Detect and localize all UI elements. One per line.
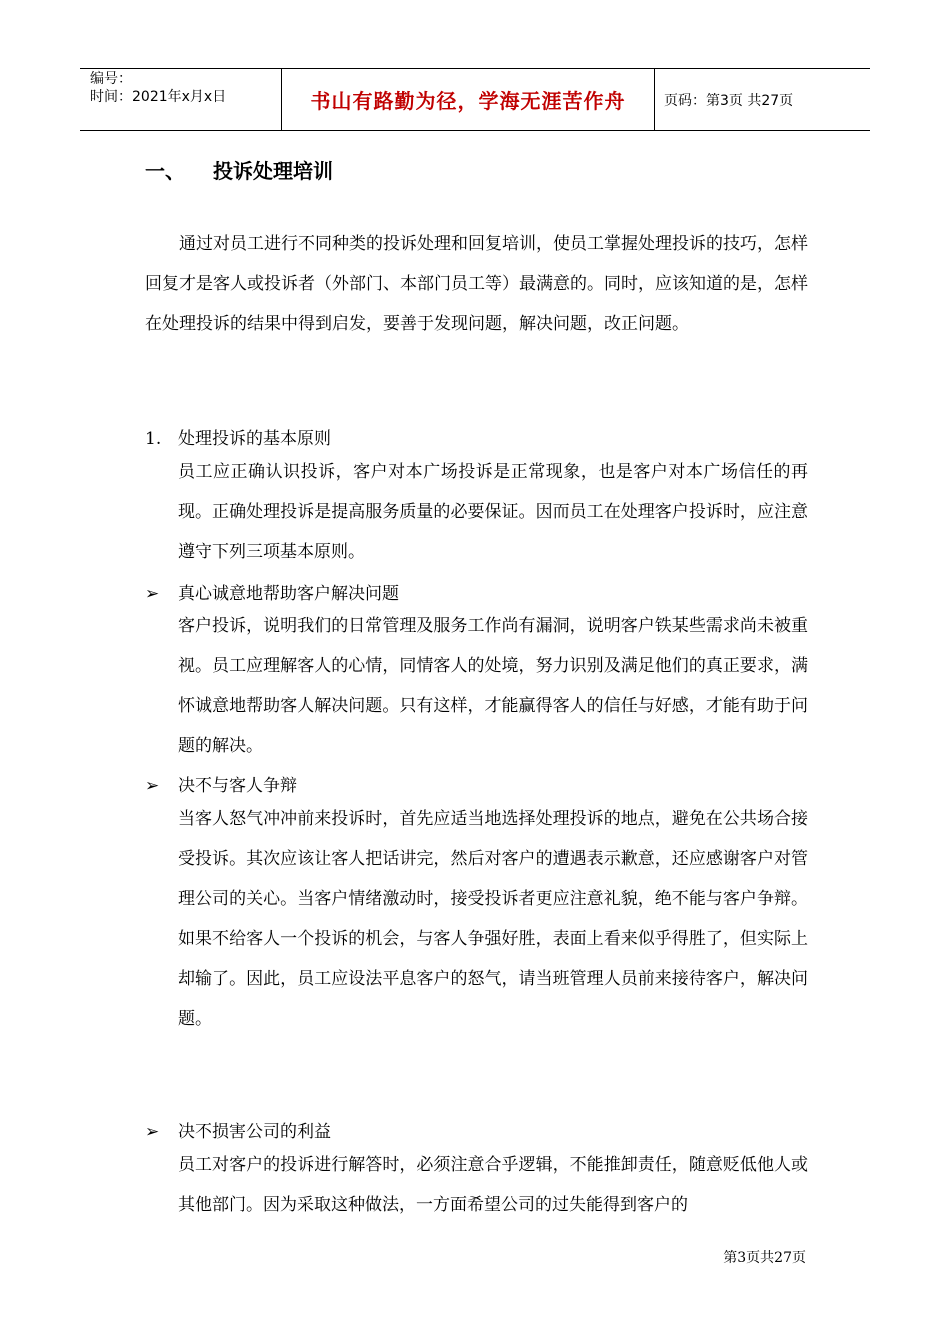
bullet-3-body: 员工对客户的投诉进行解答时，必须注意合乎逻辑，不能推卸责任，随意贬低他人或其他部门。因为采取这种做法，一方面希望公司的过失能得到客户的 bbox=[178, 1155, 808, 1215]
item-1-heading bbox=[145, 424, 331, 449]
bullet-3-title: 决不损害公司的利益 bbox=[178, 1122, 331, 1142]
bullet-2-title: 决不与客人争辩 bbox=[178, 776, 297, 796]
item-1-title: 处理投诉的基本原则 bbox=[178, 429, 331, 449]
bullet-1-title: 真心诚意地帮助客户解决问题 bbox=[178, 584, 399, 604]
item-1-body: 员工应正确认识投诉，客户对本广场投诉是正常现象，也是客户对本广场信任的再现。正确处理投诉是提高服务质量的必要保证。因而员工在处理客户投诉时，应注意遵守下列三项基本原则。 bbox=[178, 462, 808, 562]
page-footer: 第3页共27页 bbox=[723, 1250, 806, 1266]
date-line: 时间：2021年x月x日 bbox=[90, 89, 227, 105]
item-1-number: 1. bbox=[145, 429, 162, 449]
intro-paragraph: 通过对员工进行不同种类的投诉处理和回复培训，使员工掌握处理投诉的技巧，怎样回复才是客人或投诉者（外部门、本部门员工等）最满意的。同时，应该知道的是，怎样在处理投诉的结果中得到启发，要善于发现问题，解决问题，改正问题。 bbox=[145, 234, 808, 334]
section-number: 一、 bbox=[145, 159, 185, 183]
number-label: 编号： bbox=[90, 71, 132, 87]
section-title: 投诉处理培训 bbox=[213, 159, 333, 183]
header-page-info: 页码：第3页 共27页 bbox=[664, 92, 794, 109]
document-header bbox=[80, 68, 870, 131]
header-meta-cell bbox=[80, 69, 281, 130]
section-heading bbox=[145, 155, 333, 184]
bullet-3-heading bbox=[145, 1117, 331, 1142]
arrow-bullet-icon: ➢ bbox=[145, 584, 160, 604]
arrow-bullet-icon: ➢ bbox=[145, 1122, 160, 1142]
header-motto-cell bbox=[281, 69, 655, 130]
arrow-bullet-icon: ➢ bbox=[145, 776, 160, 796]
bullet-1-body: 客户投诉，说明我们的日常管理及服务工作尚有漏洞，说明客户铁某些需求尚未被重视。员工应理解客人的心情，同情客人的处境，努力识别及满足他们的真正要求，满怀诚意地帮助客人解决问题。只有这样，才能赢得客人的信任与好感，才能有助于问题的解决。 bbox=[178, 616, 808, 756]
motto: 书山有路勤为径，学海无涯苦作舟 bbox=[310, 89, 626, 113]
bullet-1-heading bbox=[145, 579, 399, 604]
bullet-2-heading bbox=[145, 771, 297, 796]
bullet-2-body: 当客人怒气冲冲前来投诉时，首先应适当地选择处理投诉的地点，避免在公共场合接受投诉。其次应该让客人把话讲完，然后对客户的遭遇表示歉意，还应感谢客户对管理公司的关心。当客户情绪激动时，接受投诉者更应注意礼貌，绝不能与客户争辩。如果不给客人一个投诉的机会，与客人争强好胜，表面上看来似乎得胜了，但实际上却输了。因此，员工应设法平息客户的怒气，请当班管理人员前来接待客户，解决问题。 bbox=[178, 809, 808, 1029]
